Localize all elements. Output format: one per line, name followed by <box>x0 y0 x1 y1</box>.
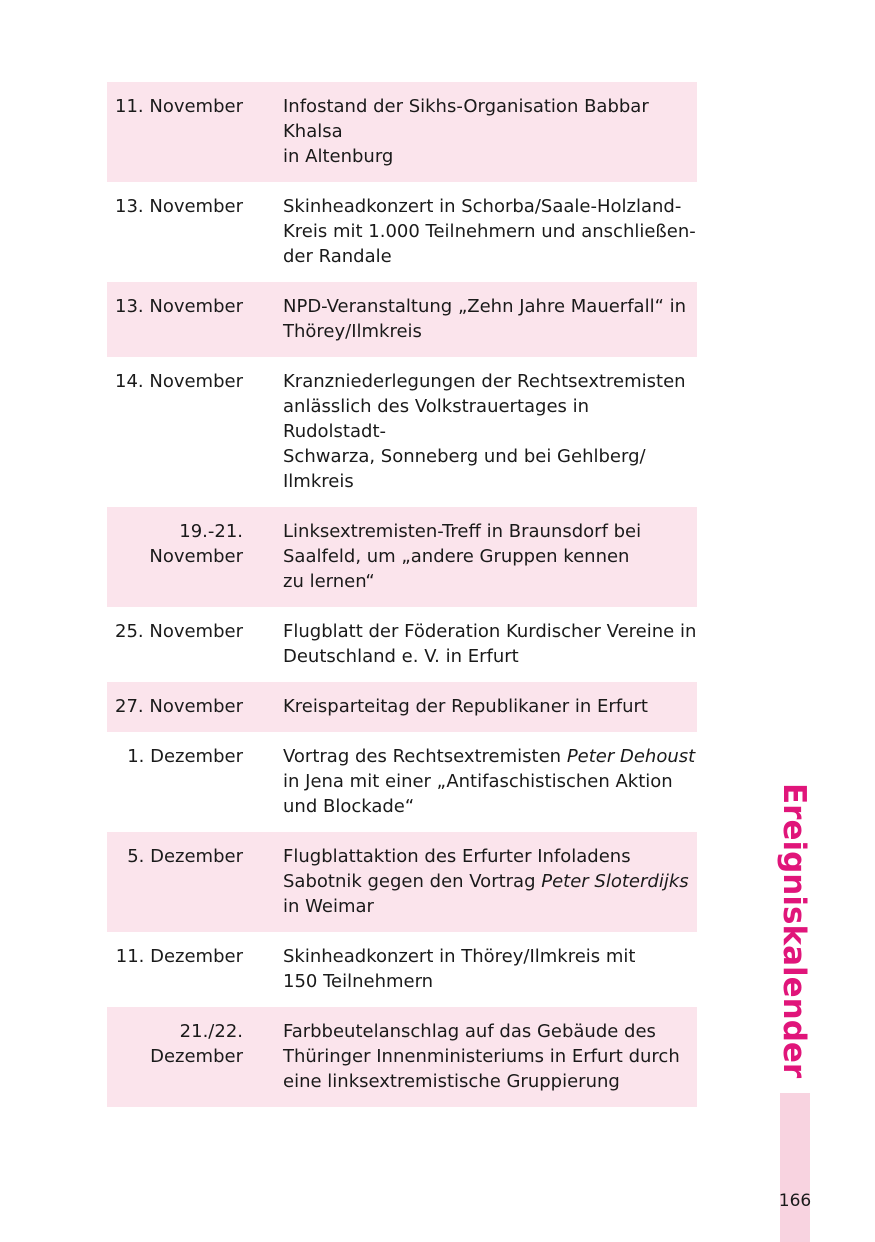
event-description-text: Linksextremisten-Treff in Braunsdorf bei Saalfeld, um „andere Gruppen kennen zu lernen“ <box>283 521 642 592</box>
event-row <box>107 607 697 682</box>
event-description-text: Infostand der Sikhs-Organisation Babbar Khalsa in Altenburg <box>283 96 649 167</box>
section-title-vertical: Ereigniskalender <box>776 783 812 1079</box>
page-number: 166 <box>778 1191 812 1211</box>
event-row <box>107 507 697 607</box>
event-date: 19.-21. November <box>149 521 243 567</box>
event-description <box>283 619 697 669</box>
event-row <box>107 1007 697 1107</box>
event-row <box>107 932 697 1007</box>
event-description <box>283 944 697 994</box>
page-tab <box>780 1093 810 1242</box>
event-description <box>283 519 697 594</box>
event-description <box>283 94 697 169</box>
event-description-text: Flugblattaktion des Erfurter Infoladens Sabotnik gegen den Vortrag <box>283 846 631 892</box>
event-row <box>107 282 697 357</box>
event-description-name: Peter Dehoust <box>566 746 696 767</box>
event-date: 25. November <box>115 621 243 642</box>
event-description-text: Flugblatt der Föderation Kurdischer Vereine in Deutschland e. V. in Erfurt <box>283 621 697 667</box>
event-description-text: Kranzniederlegungen der Rechtsextremisten anlässlich des Volkstrauertages in Rudolstadt- Schwarza, Sonneberg und bei Gehlberg/ Ilmkreis <box>283 371 686 492</box>
event-description <box>283 844 697 919</box>
event-row <box>107 182 697 282</box>
event-date: 11. November <box>115 96 243 117</box>
event-description-text: in Jena mit einer „Antifaschistischen Aktion und Blockade“ <box>283 771 673 817</box>
event-row <box>107 832 697 932</box>
event-description-text: Kreisparteitag der Republikaner in Erfurt <box>283 696 648 717</box>
event-description <box>283 1019 697 1094</box>
event-date: 13. November <box>115 196 243 217</box>
event-description <box>283 194 697 269</box>
event-description-text: Skinheadkonzert in Schorba/Saale-Holzland- Kreis mit 1.000 Teilnehmern und anschließen- der Randale <box>283 196 696 267</box>
event-description-name: Peter Sloterdijks <box>541 871 689 892</box>
event-date: 27. November <box>115 696 243 717</box>
event-date: 14. November <box>115 371 243 392</box>
event-date: 13. November <box>115 296 243 317</box>
event-description <box>283 744 697 819</box>
event-row <box>107 682 697 732</box>
event-row <box>107 357 697 507</box>
event-description-text: in Weimar <box>283 896 374 917</box>
event-description <box>283 694 697 719</box>
event-date: 11. Dezember <box>115 946 243 967</box>
event-row <box>107 732 697 832</box>
event-date: 5. Dezember <box>127 846 243 867</box>
event-row <box>107 82 697 182</box>
event-description-text: Farbbeutelanschlag auf das Gebäude des Thüringer Innenministeriums in Erfurt durch eine linksextremistische Gruppierung <box>283 1021 680 1092</box>
events-table <box>107 82 697 1107</box>
event-date: 21./22. Dezember <box>150 1021 243 1067</box>
event-description-text: NPD-Veranstaltung „Zehn Jahre Mauerfall“ in Thörey/Ilmkreis <box>283 296 687 342</box>
event-description-text: Vortrag des Rechtsextremisten <box>283 746 567 767</box>
event-description <box>283 294 697 344</box>
event-description-text: Skinheadkonzert in Thörey/Ilmkreis mit 150 Teilnehmern <box>283 946 636 992</box>
event-date: 1. Dezember <box>127 746 243 767</box>
event-description <box>283 369 697 494</box>
